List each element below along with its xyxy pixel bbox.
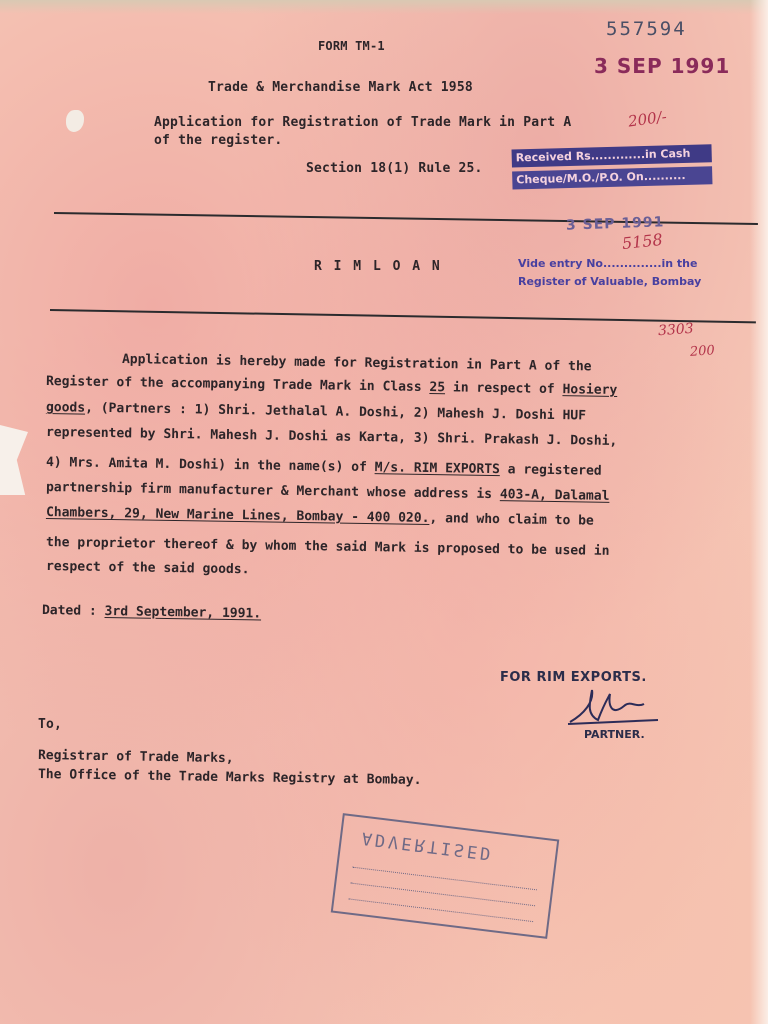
serial-number: 557594 xyxy=(606,18,687,40)
paper-top-edge xyxy=(0,0,768,14)
body-line-4 xyxy=(46,425,618,449)
body-text: the proprietor thereof & by whom the said Mark is proposed to be used in xyxy=(45,535,610,559)
body-text: 4) Mrs. Amita M. Doshi) in the name(s) of xyxy=(45,455,375,476)
body-text: , and who claim to be xyxy=(429,511,594,529)
dated-label: Dated : xyxy=(41,603,105,619)
goods-description: Hosiery xyxy=(562,382,618,398)
body-line-9 xyxy=(46,559,250,577)
advertised-stamp-text: ADVERTISED xyxy=(360,827,495,864)
class-number: 25 xyxy=(429,380,446,396)
body-line-7 xyxy=(46,505,594,529)
goods-description-2: goods xyxy=(45,400,86,416)
receipt-stamp xyxy=(507,140,708,193)
addressee-text: Registrar of Trade Marks, xyxy=(37,748,234,767)
form-title: FORM TM-1 xyxy=(318,39,385,53)
receipt-date-stamp: 3 SEP 1991 xyxy=(565,214,665,234)
paper-hole xyxy=(66,110,84,132)
paper-right-edge xyxy=(750,0,768,1024)
body-line-5 xyxy=(46,455,602,479)
body-line-8 xyxy=(46,535,610,559)
signature-title: PARTNER. xyxy=(584,728,645,741)
application-heading-2: of the register. xyxy=(154,133,283,148)
application-heading: Application for Registration of Trade Mark in Part A xyxy=(154,115,572,130)
dated-value: 3rd September, 1991. xyxy=(104,603,262,622)
act-title: Trade & Merchandise Mark Act 1958 xyxy=(208,80,473,95)
signature-scribble-icon xyxy=(564,684,664,728)
body-line-6 xyxy=(46,480,610,504)
bottom-rule xyxy=(50,309,756,323)
body-text: respect of the said goods. xyxy=(45,559,250,578)
receipt-stamp-line1: Received Rs.............in Cash xyxy=(512,144,712,167)
body-text: a registered xyxy=(499,462,602,479)
advertised-stamp xyxy=(331,813,560,939)
dated-line xyxy=(42,603,261,621)
body-text: represented by Shri. Mahesh J. Doshi as Karta, 3) Shri. Prakash J. Doshi, xyxy=(45,425,618,449)
mark-name: R I M L O A N xyxy=(314,259,442,274)
body-text: , (Partners : 1) Shri. Jethalal A. Doshi, 2) Mahesh J. Doshi HUF xyxy=(85,400,587,424)
vide-entry-line1: Vide entry No..............in the xyxy=(518,257,698,270)
body-text: in respect of xyxy=(445,380,563,398)
body-line-2 xyxy=(46,374,618,398)
addressee-text: The Office of the Trade Marks Registry at Bombay. xyxy=(37,767,422,789)
handwritten-amount: 200/- xyxy=(626,107,668,131)
firm-address-2: Chambers, 29, New Marine Lines, Bombay - 400 020. xyxy=(45,505,430,527)
body-text: partnership firm manufacturer & Merchant whose address is xyxy=(45,480,501,503)
firm-address: 403-A, Dalamal xyxy=(499,487,610,504)
body-line-3 xyxy=(46,400,586,423)
handwritten-entry-no: 5158 xyxy=(621,229,664,254)
body-line-1 xyxy=(122,352,592,374)
section-rule: Section 18(1) Rule 25. xyxy=(306,161,483,176)
addressee-line-1 xyxy=(38,748,234,766)
signature-for: FOR RIM EXPORTS. xyxy=(500,670,647,685)
receipt-stamp-line2: Cheque/M.O./P.O. On.......... xyxy=(512,166,712,189)
body-text: Register of the accompanying Trade Mark in Class xyxy=(45,374,430,396)
date-stamp: 3 SEP 1991 xyxy=(594,54,731,78)
handwritten-ref-2: 200 xyxy=(689,343,716,360)
addressee-line-2 xyxy=(38,767,422,788)
to-label: To, xyxy=(38,717,63,732)
firm-name: M/s. RIM EXPORTS xyxy=(374,460,501,478)
vide-entry-line2: Register of Valuable, Bombay xyxy=(518,275,702,288)
paper-tear xyxy=(0,425,28,495)
handwritten-ref-1: 3303 xyxy=(657,320,695,340)
body-text: Application is hereby made for Registration in Part A of the xyxy=(121,352,592,375)
